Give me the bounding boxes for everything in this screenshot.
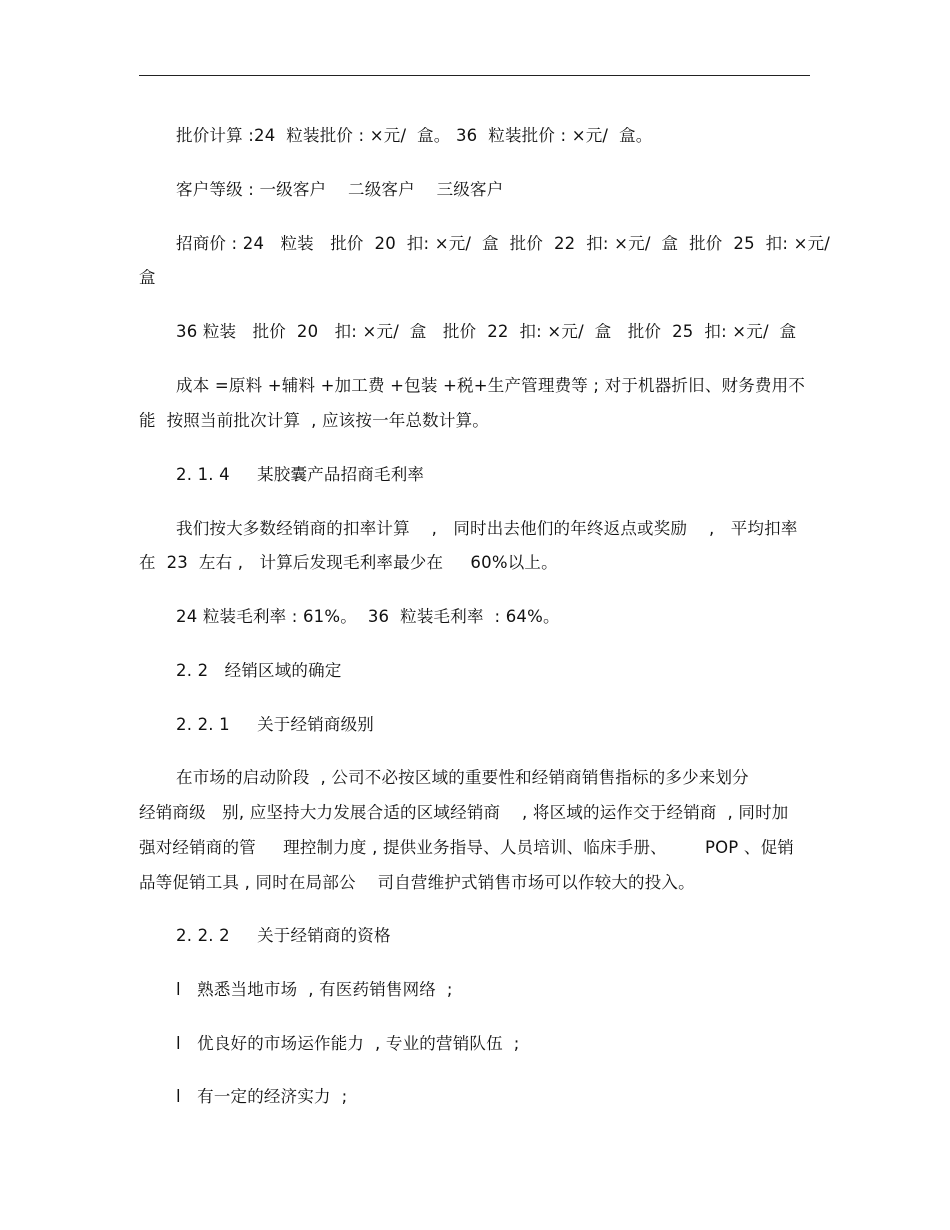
text-line: 能 按照当前批次计算 , 应该按一年总数计算。 — [139, 411, 489, 430]
text-line: 我们按大多数经销商的扣率计算 , 同时出去他们的年终返点或奖励 , 平均扣率 — [176, 519, 798, 538]
section-heading: 2. 2. 2 关于经销商的资格 — [176, 926, 391, 945]
text-line: 36 粒装 批价 20 扣: ×元/ 盒 批价 22 扣: ×元/ 盒 批价 25 扣: ×元/ 盒 — [176, 322, 797, 341]
text-line: 在市场的启动阶段 , 公司不必按区域的重要性和经销商销售指标的多少来划分 — [176, 768, 749, 787]
header-rule — [139, 75, 810, 76]
bullet-item: l 熟悉当地市场 , 有医药销售网络 ; — [176, 980, 453, 999]
section-heading: 2. 2. 1 关于经销商级别 — [176, 715, 374, 734]
text-line: 成本 =原料 +辅料 +加工费 +包装 +税+生产管理费等 ; 对于机器折旧、财务费用不 — [176, 376, 806, 395]
text-line: 盒 — [139, 268, 156, 287]
text-line: 批价计算 :24 粒装批价 : ×元/ 盒。 36 粒装批价 : ×元/ 盒。 — [176, 126, 653, 145]
bullet-item: l 优良好的市场运作能力 , 专业的营销队伍 ; — [176, 1034, 520, 1053]
text-line: 招商价 : 24 粒装 批价 20 扣: ×元/ 盒 批价 22 扣: ×元/ 盒 批价 25 扣: ×元/ — [176, 234, 831, 253]
section-heading: 2. 1. 4 某胶囊产品招商毛利率 — [176, 465, 425, 484]
text-line: 24 粒装毛利率 : 61%。 36 粒装毛利率 : 64%。 — [176, 607, 560, 626]
text-line: 强对经销商的管 理控制力度 , 提供业务指导、人员培训、临床手册、 POP 、促销 — [139, 838, 795, 857]
text-line: 品等促销工具 , 同时在局部公 司自营维护式销售市场可以作较大的投入。 — [139, 873, 695, 892]
text-line: 经销商级 别, 应坚持大力发展合适的区域经销商 , 将区域的运作交于经销商 , 同时加 — [139, 803, 789, 822]
text-line: 在 23 左右 , 计算后发现毛利率最少在 60%以上。 — [139, 553, 558, 572]
section-heading: 2. 2 经销区域的确定 — [176, 661, 342, 680]
text-line: 客户等级 : 一级客户 二级客户 三级客户 — [176, 180, 504, 199]
bullet-item: l 有一定的经济实力 ; — [176, 1087, 348, 1106]
